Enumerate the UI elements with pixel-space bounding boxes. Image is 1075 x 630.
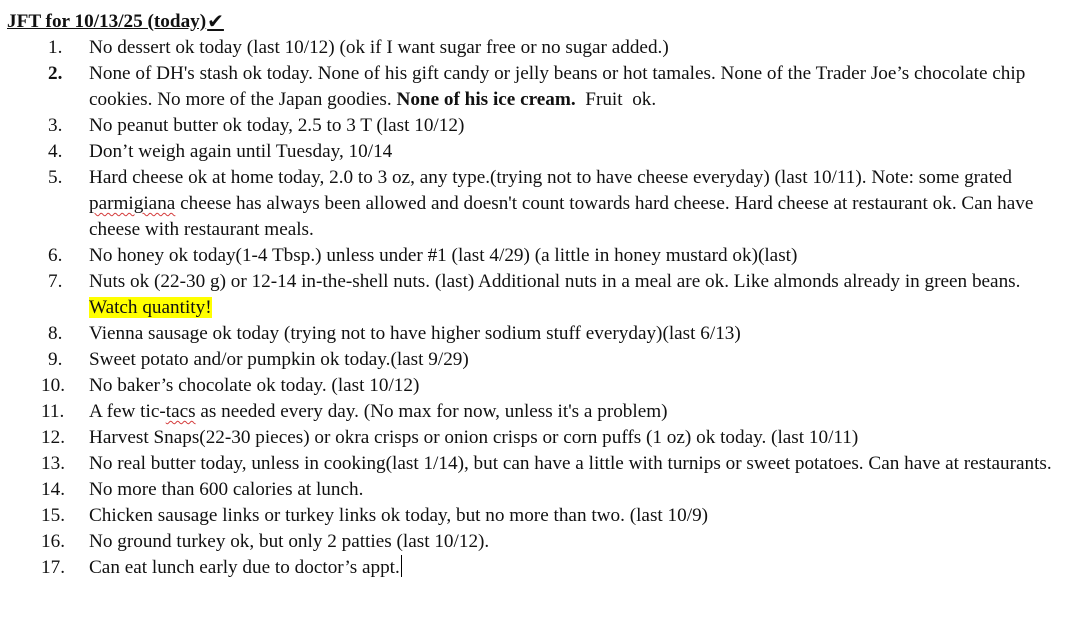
list-item xyxy=(7,451,1069,477)
item-number: 15. xyxy=(41,505,65,526)
list-item xyxy=(7,269,1069,321)
item-text: No peanut butter ok today, 2.5 to 3 T (last 10/12) xyxy=(89,115,465,136)
list-item xyxy=(7,347,1069,373)
item-number: 13. xyxy=(41,453,65,474)
item-text-part: A few tic- xyxy=(89,401,166,422)
checkmark-icon: ✔ xyxy=(207,11,224,33)
item-text: Chicken sausage links or turkey links ok today, but no more than two. (last 10/9) xyxy=(89,505,709,526)
list-item xyxy=(7,165,1069,243)
item-text: Harvest Snaps(22-30 pieces) or okra crisps or onion crisps or corn puffs (1 oz) ok today. (last 10/11) xyxy=(89,427,859,448)
rules-list xyxy=(7,35,1069,581)
list-item xyxy=(7,503,1069,529)
item-text-part: as needed every day. (No max for now, unless it's a problem) xyxy=(195,401,668,422)
item-number: 11. xyxy=(41,401,65,422)
highlighted-text: Watch quantity! xyxy=(89,297,212,318)
list-item xyxy=(7,243,1069,269)
item-text-part: None of DH's stash ok today. None of his gift candy or jelly beans or hot tamales. None of the Trader Joe’s chocolate chip cookies. No more of the Japan goodies. xyxy=(89,63,1026,110)
item-text: No real butter today, unless in cooking(last 1/14), but can have a little with turnips or sweet potatoes. Can have at restaurants. xyxy=(89,453,1052,474)
item-text: Vienna sausage ok today (trying not to have higher sodium stuff everyday)(last 6/13) xyxy=(89,323,741,344)
item-text-part: Fruit ok. xyxy=(575,89,657,110)
item-number: 7. xyxy=(48,271,63,292)
list-item xyxy=(7,399,1069,425)
item-text xyxy=(89,61,1069,113)
item-text xyxy=(89,399,1069,425)
list-item xyxy=(7,477,1069,503)
item-number: 12. xyxy=(41,427,65,448)
item-text: No dessert ok today (last 10/12) (ok if I want sugar free or no sugar added.) xyxy=(89,37,669,58)
text-cursor xyxy=(401,555,402,577)
item-text: No honey ok today(1-4 Tbsp.) unless under #1 (last 4/29) (a little in honey mustard ok)(last) xyxy=(89,245,798,266)
item-number: 1. xyxy=(48,37,63,58)
spellcheck-word[interactable]: tacs xyxy=(165,401,196,422)
item-text-bold: None of his ice cream. xyxy=(396,89,576,110)
item-text xyxy=(89,269,1069,321)
item-text: Sweet potato and/or pumpkin ok today.(last 9/29) xyxy=(89,349,469,370)
item-text xyxy=(89,555,1069,581)
list-item xyxy=(7,139,1069,165)
item-text: No ground turkey ok, but only 2 patties (last 10/12). xyxy=(89,531,490,552)
item-number: 5. xyxy=(48,167,63,188)
item-number: 9. xyxy=(48,349,63,370)
item-number: 17. xyxy=(41,557,65,578)
item-number: 4. xyxy=(48,141,63,162)
list-item xyxy=(7,321,1069,347)
item-number: 10. xyxy=(41,375,65,396)
spellcheck-word[interactable]: parmigiana xyxy=(89,193,176,214)
list-item xyxy=(7,529,1069,555)
list-item xyxy=(7,373,1069,399)
item-text: No baker’s chocolate ok today. (last 10/12) xyxy=(89,375,420,396)
item-text: No more than 600 calories at lunch. xyxy=(89,479,364,500)
list-item xyxy=(7,35,1069,61)
item-number: 3. xyxy=(48,115,63,136)
item-number: 6. xyxy=(48,245,63,266)
item-number: 2. xyxy=(48,63,63,84)
list-item xyxy=(7,425,1069,451)
title-text: JFT for 10/13/25 (today) xyxy=(7,11,207,32)
list-item xyxy=(7,113,1069,139)
list-item xyxy=(7,555,1069,581)
item-text-part: Nuts ok (22-30 g) or 12-14 in-the-shell nuts. (last) Additional nuts in a meal are ok. Like almonds already in green beans. xyxy=(89,271,1021,292)
item-number: 14. xyxy=(41,479,65,500)
item-text xyxy=(89,165,1069,243)
item-text-part: Hard cheese ok at home today, 2.0 to 3 oz, any type.(trying not to have cheese everyday) (last 10/11). Note: some grated xyxy=(89,167,1013,188)
list-item xyxy=(7,61,1069,113)
item-number: 16. xyxy=(41,531,65,552)
document-title xyxy=(7,9,1069,35)
item-number: 8. xyxy=(48,323,63,344)
item-text: Don’t weigh again until Tuesday, 10/14 xyxy=(89,141,393,162)
item-text-part: cheese has always been allowed and doesn't count towards hard cheese. Hard cheese at restaurant ok. Can have cheese with restaurant meals. xyxy=(89,193,1034,240)
item-text-part: Can eat lunch early due to doctor’s appt. xyxy=(89,557,400,578)
